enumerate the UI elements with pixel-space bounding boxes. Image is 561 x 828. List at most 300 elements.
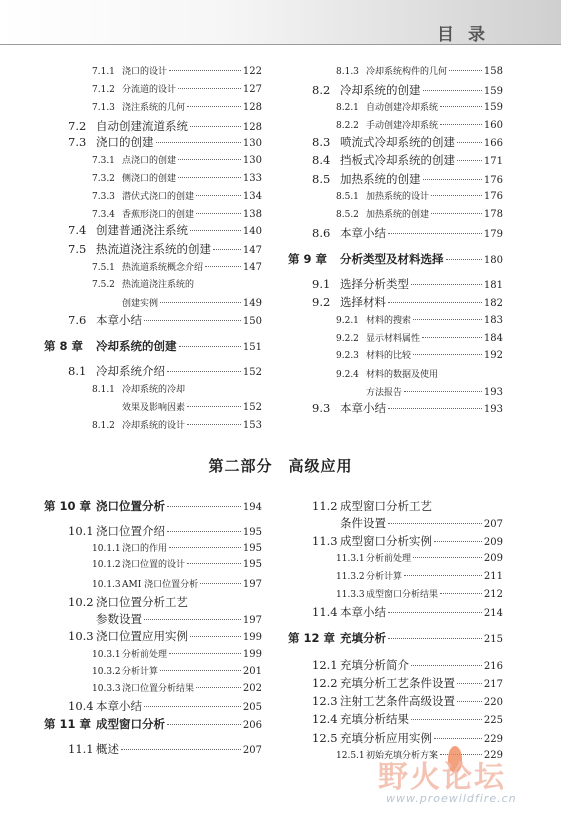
toc-entry-title: 浇注系统的几何 (122, 103, 186, 113)
toc-leader-dots (457, 701, 482, 702)
toc-entry-title: 挡板式冷却系统的创建 (340, 153, 455, 167)
toc-leader-dots (169, 70, 241, 71)
toc-entry-title: 冷却系统的设计 (122, 421, 186, 431)
toc-entry-number: 8.2.1 (336, 103, 359, 113)
toc-leader-dots (413, 319, 482, 320)
toc-entry-title: 分析前处理 (366, 554, 412, 564)
toc-leader-dots (190, 126, 241, 127)
toc-entry[interactable] (92, 557, 262, 570)
toc-entry[interactable] (92, 382, 262, 395)
toc-entry-title: 创建实例 (122, 299, 159, 309)
toc-leader-dots (457, 142, 482, 143)
toc-entry[interactable] (92, 82, 262, 95)
toc-page-number: 202 (242, 683, 262, 694)
toc-entry-number: 9.3 (312, 401, 331, 415)
toc-entry-title: 香蕉形浇口的创建 (122, 210, 195, 220)
toc-entry[interactable] (336, 189, 503, 202)
toc-entry-number: 8.5.2 (336, 210, 359, 220)
toc-entry[interactable] (92, 64, 262, 77)
toc-entry[interactable] (68, 523, 262, 539)
toc-page-number: 149 (242, 298, 262, 309)
toc-entry-number: 10.1.3 (92, 580, 121, 590)
toc-entry-title: 浇口的作用 (122, 544, 168, 554)
toc-entry[interactable] (68, 628, 262, 644)
toc-entry-title: 参数设置 (96, 612, 142, 626)
toc-entry-title: 充填分析简介 (340, 658, 409, 672)
toc-entry[interactable] (92, 541, 262, 554)
toc-chapter-entry[interactable] (288, 630, 503, 646)
toc-entry-number: 7.5.2 (92, 280, 115, 290)
toc-page-number: 152 (242, 402, 262, 413)
toc-chapter-entry[interactable] (288, 251, 503, 267)
toc-entry[interactable] (336, 118, 503, 131)
toc-leader-dots (388, 233, 482, 234)
toc-page-number: 127 (242, 84, 262, 95)
toc-entry-number: 第 10 章 (44, 499, 92, 513)
toc-page-number: 193 (483, 404, 503, 415)
toc-entry-title: 冷却系统构件的几何 (366, 67, 448, 77)
toc-entry[interactable] (68, 222, 262, 238)
toc-entry-number: 12.3 (312, 694, 338, 708)
toc-page-number: 147 (242, 262, 262, 273)
toc-entry-title: 创建普通浇注系统 (96, 223, 188, 237)
toc-leader-dots (205, 266, 241, 267)
toc-entry-number: 10.1.2 (92, 560, 121, 570)
toc-leader-dots (388, 638, 482, 639)
toc-leader-dots (196, 687, 241, 688)
toc-leader-dots (449, 70, 482, 71)
toc-leader-dots (388, 523, 482, 524)
toc-entry-number: 9.2 (312, 295, 331, 309)
toc-entry-title: 潜伏式浇口的创建 (122, 192, 195, 202)
toc-entry-number: 第 8 章 (44, 339, 84, 353)
toc-leader-dots (190, 636, 241, 637)
toc-entry-title: 加热系统的设计 (366, 192, 430, 202)
toc-entry-title: 浇口的创建 (96, 135, 154, 149)
toc-entry-title: 冷却系统介绍 (96, 364, 165, 378)
toc-entry-number: 7.1.1 (92, 67, 115, 77)
toc-entry-number: 7.1.3 (92, 103, 115, 113)
toc-leader-dots (411, 284, 482, 285)
toc-entry-title: 成型窗口分析工艺 (340, 499, 432, 513)
toc-entry-title: 效果及影响因素 (122, 403, 186, 413)
toc-page-number: 201 (242, 666, 262, 677)
toc-leader-dots (200, 583, 241, 584)
toc-page-number: 183 (483, 315, 503, 326)
toc-entry-number: 10.2 (68, 595, 94, 609)
toc-entry-title: 显示材料属性 (366, 334, 421, 344)
toc-entry-number: 第 9 章 (288, 252, 328, 266)
toc-entry-title: 喷流式冷却系统的创建 (340, 135, 455, 149)
toc-entry-number: 12.5 (312, 731, 338, 745)
toc-entry-title: 选择分析类型 (340, 277, 409, 291)
toc-entry-title: 分析计算 (122, 667, 159, 677)
toc-entry-title: 热流道浇注系统的 (122, 280, 195, 290)
toc-entry-number: 8.1 (68, 364, 87, 378)
toc-entry[interactable] (92, 400, 262, 413)
toc-entry-title: 分析前处理 (122, 650, 168, 660)
toc-entry-title: 自动创建冷却系统 (366, 103, 439, 113)
toc-entry-number: 9.2.2 (336, 334, 359, 344)
toc-entry-title: 条件设置 (340, 516, 386, 530)
toc-entry-number: 第 11 章 (44, 717, 92, 731)
toc-entry-title: 本章小结 (96, 313, 142, 327)
toc-entry[interactable] (92, 277, 262, 290)
toc-entry-title: 成型窗口分析 (96, 717, 165, 731)
toc-entry-title: 侧浇口的创建 (122, 174, 177, 184)
toc-page-number: 214 (483, 608, 503, 619)
toc-entry-number: 8.1.2 (92, 421, 115, 431)
toc-leader-dots (144, 619, 241, 620)
toc-entry-title: 充填分析结果 (340, 712, 409, 726)
toc-leader-dots (411, 665, 482, 666)
toc-leader-dots (440, 593, 482, 594)
toc-entry[interactable] (336, 367, 503, 380)
toc-entry[interactable] (68, 241, 262, 257)
toc-entry-number: 7.3.1 (92, 156, 115, 166)
toc-entry[interactable] (92, 418, 262, 431)
toc-leader-dots (431, 195, 482, 196)
toc-entry-title: 热流道浇注系统的创建 (96, 242, 211, 256)
toc-entry-number: 7.5 (68, 242, 87, 256)
toc-entry-title: 分析类型及材料选择 (340, 252, 444, 266)
toc-page-number: 206 (242, 720, 262, 731)
toc-entry-title: 材料的比较 (366, 351, 412, 361)
toc-entry[interactable] (92, 207, 262, 220)
toc-leader-dots (413, 354, 482, 355)
toc-leader-dots (388, 612, 482, 613)
toc-leader-dots (178, 177, 241, 178)
toc-entry-number: 11.3.3 (336, 590, 365, 600)
toc-leader-dots (196, 195, 241, 196)
toc-entry-number: 10.3.2 (92, 667, 121, 677)
toc-leader-dots (196, 213, 241, 214)
toc-entry[interactable] (68, 741, 262, 757)
toc-page-number: 152 (242, 367, 262, 378)
toc-entry-title: 点浇口的创建 (122, 156, 177, 166)
toc-entry-title: 充填分析应用实例 (340, 731, 432, 745)
watermark-url: www.proewildfire.cn (386, 792, 517, 805)
toc-entry[interactable] (92, 577, 262, 590)
toc-entry-number: 10.4 (68, 699, 94, 713)
toc-leader-dots (434, 738, 482, 739)
toc-entry-title: 浇口位置的设计 (122, 560, 186, 570)
toc-entry[interactable] (92, 171, 262, 184)
toc-page-number: 195 (242, 543, 262, 554)
toc-entry[interactable] (68, 698, 262, 714)
toc-leader-dots (431, 213, 482, 214)
toc-entry-number: 12.2 (312, 676, 338, 690)
toc-leader-dots (404, 575, 482, 576)
toc-leader-dots (457, 160, 482, 161)
toc-entry[interactable] (312, 675, 503, 691)
toc-entry-title: 分流道的设计 (122, 85, 177, 95)
toc-entry-title: AMI 浇口位置分析 (122, 580, 199, 590)
toc-entry-number: 11.1 (68, 742, 94, 756)
toc-page-number: 217 (483, 679, 503, 690)
toc-page-number: 128 (242, 102, 262, 113)
toc-leader-dots (434, 541, 482, 542)
toc-entry[interactable] (336, 313, 503, 326)
toc-entry-number: 8.5.1 (336, 192, 359, 202)
toc-page-number: 193 (483, 387, 503, 398)
toc-entry[interactable] (92, 189, 262, 202)
toc-entry-title: 充填分析工艺条件设置 (340, 676, 455, 690)
toc-page-number: 159 (483, 86, 503, 97)
toc-entry-title: 浇口位置分析工艺 (96, 595, 188, 609)
toc-entry-number: 11.2 (312, 499, 338, 513)
toc-entry[interactable] (312, 693, 503, 709)
toc-leader-dots (411, 719, 482, 720)
toc-entry-number: 7.3.3 (92, 192, 115, 202)
toc-entry[interactable] (92, 681, 262, 694)
toc-entry-title: 成型窗口分析实例 (340, 534, 432, 548)
toc-entry-title: 注射工艺条件高级设置 (340, 694, 455, 708)
watermark (358, 752, 558, 822)
toc-leader-dots (187, 406, 241, 407)
part-title: 第二部分 高级应用 (208, 457, 353, 475)
toc-leader-dots (144, 706, 241, 707)
page-header-title: 目录 (437, 25, 499, 45)
toc-entry-number: 10.1.1 (92, 544, 121, 554)
toc-page-number: 181 (483, 280, 503, 291)
toc-entry-number: 12.1 (312, 658, 338, 672)
toc-entry-title: 浇口的设计 (122, 67, 168, 77)
toc-leader-dots (167, 724, 241, 725)
toc-chapter-entry[interactable] (44, 716, 262, 732)
toc-entry-number: 8.3 (312, 135, 331, 149)
toc-page-number: 197 (242, 615, 262, 626)
toc-entry[interactable] (336, 385, 503, 398)
toc-page-number: 122 (242, 66, 262, 77)
toc-entry[interactable] (312, 604, 503, 620)
toc-entry[interactable] (312, 498, 503, 514)
toc-leader-dots (160, 302, 241, 303)
toc-page-number: 199 (242, 632, 262, 643)
toc-page-number: 229 (483, 734, 503, 745)
toc-entry[interactable] (68, 594, 262, 610)
toc-entry[interactable] (336, 587, 503, 600)
toc-entry-title: 充填分析 (340, 631, 386, 645)
toc-leader-dots (422, 337, 482, 338)
toc-entry-number: 11.4 (312, 605, 338, 619)
toc-entry-number: 10.3.1 (92, 650, 121, 660)
toc-entry-title: 本章小结 (340, 226, 386, 240)
toc-entry[interactable] (312, 657, 503, 673)
toc-leader-dots (169, 653, 241, 654)
toc-entry-title: 热流道系统概念介绍 (122, 263, 204, 273)
toc-page-number: 171 (483, 156, 503, 167)
toc-page-number: 153 (242, 420, 262, 431)
toc-entry[interactable] (312, 294, 503, 310)
toc-entry-title: 冷却系统的创建 (340, 83, 421, 97)
toc-chapter-entry[interactable] (44, 498, 262, 514)
toc-page-number: 192 (483, 350, 503, 361)
toc-entry[interactable] (336, 64, 503, 77)
toc-entry[interactable] (312, 711, 503, 727)
toc-page-number: 176 (483, 191, 503, 202)
toc-entry-title: 手动创建冷却系统 (366, 121, 439, 131)
toc-entry-title: 材料的搜索 (366, 316, 412, 326)
toc-entry[interactable] (68, 134, 262, 150)
toc-entry-number: 12.5.1 (336, 751, 365, 761)
toc-page-number: 176 (483, 175, 503, 186)
toc-page-number: 207 (483, 519, 503, 530)
toc-leader-dots (187, 424, 241, 425)
toc-page-number: 147 (242, 245, 262, 256)
toc-page-number: 209 (483, 553, 503, 564)
toc-entry[interactable] (92, 664, 262, 677)
toc-entry[interactable] (312, 276, 503, 292)
toc-page-number: 166 (483, 138, 503, 149)
toc-entry[interactable] (312, 730, 503, 746)
toc-entry[interactable] (92, 100, 262, 113)
toc-entry-number: 11.3 (312, 534, 338, 548)
toc-entry-number: 9.2.1 (336, 316, 359, 326)
toc-entry-title: 浇口位置分析结果 (122, 684, 195, 694)
toc-entry-title: 浇口位置分析 (96, 499, 165, 513)
toc-page-number: 194 (242, 502, 262, 513)
toc-entry-title: 分析计算 (366, 572, 403, 582)
toc-entry-number: 9.2.4 (336, 370, 359, 380)
toc-entry[interactable] (336, 207, 503, 220)
toc-page-number: 182 (483, 298, 503, 309)
toc-leader-dots (413, 557, 482, 558)
toc-entry-title: 方法报告 (366, 388, 403, 398)
toc-entry[interactable] (336, 331, 503, 344)
toc-entry[interactable] (312, 400, 503, 416)
toc-leader-dots (440, 106, 482, 107)
toc-entry-number: 8.2 (312, 83, 331, 97)
toc-page-number: 225 (483, 715, 503, 726)
toc-entry[interactable] (68, 363, 262, 379)
toc-entry-title: 本章小结 (340, 401, 386, 415)
toc-entry[interactable] (312, 152, 503, 168)
toc-entry-number: 12.4 (312, 712, 338, 726)
toc-leader-dots (457, 683, 482, 684)
toc-entry[interactable] (336, 348, 503, 361)
toc-page-number: 216 (483, 661, 503, 672)
toc-page-number: 179 (483, 229, 503, 240)
toc-leader-dots (404, 391, 482, 392)
toc-entry[interactable] (312, 134, 503, 150)
toc-entry[interactable] (92, 260, 262, 273)
toc-page-number: 158 (483, 66, 503, 77)
toc-page-number: 134 (242, 191, 262, 202)
toc-leader-dots (213, 249, 241, 250)
toc-entry[interactable] (312, 171, 503, 187)
toc-page-number: 220 (483, 697, 503, 708)
toc-entry-title: 概述 (96, 742, 119, 756)
toc-leader-dots (423, 179, 482, 180)
toc-leader-dots (178, 159, 241, 160)
toc-leader-dots (446, 259, 482, 260)
toc-entry-title: 材料的数据及使用 (366, 370, 439, 380)
toc-leader-dots (167, 531, 241, 532)
toc-entry-title: 浇口位置介绍 (96, 524, 165, 538)
watermark-text: 野火论坛 (378, 760, 506, 795)
toc-page-number: 205 (242, 702, 262, 713)
toc-entry[interactable] (92, 647, 262, 660)
toc-entry[interactable] (68, 118, 262, 134)
toc-entry-title: 冷却系统的创建 (96, 339, 177, 353)
toc-entry[interactable] (312, 533, 503, 549)
toc-entry[interactable] (312, 82, 503, 98)
toc-entry-number: 7.4 (68, 223, 87, 237)
toc-page-number: 130 (242, 138, 262, 149)
toc-entry-title: 自动创建流道系统 (96, 119, 188, 133)
toc-leader-dots (388, 408, 482, 409)
toc-entry-number: 10.3.3 (92, 684, 121, 694)
toc-entry[interactable] (68, 611, 262, 627)
toc-page-number: 209 (483, 537, 503, 548)
toc-entry-number: 11.3.2 (336, 572, 365, 582)
toc-entry-number: 8.2.2 (336, 121, 359, 131)
toc-entry[interactable] (312, 515, 503, 531)
toc-leader-dots (169, 547, 241, 548)
toc-page-number: 215 (483, 634, 503, 645)
toc-entry-title: 冷却系统的冷却 (122, 385, 186, 395)
toc-entry-title: 选择材料 (340, 295, 386, 309)
toc-entry[interactable] (68, 312, 262, 328)
toc-page-number: 138 (242, 209, 262, 220)
toc-entry-number: 第 12 章 (288, 631, 336, 645)
toc-entry-number: 7.1.2 (92, 85, 115, 95)
toc-page-number: 128 (242, 122, 262, 133)
toc-page-number: 211 (483, 571, 503, 582)
toc-entry-number: 10.3 (68, 629, 94, 643)
toc-leader-dots (160, 670, 241, 671)
toc-page-number: 180 (483, 255, 503, 266)
toc-entry-number: 11.3.1 (336, 554, 365, 564)
toc-leader-dots (440, 124, 482, 125)
toc-page-number: 151 (242, 342, 262, 353)
toc-entry[interactable] (336, 551, 503, 564)
toc-entry-number: 7.3.2 (92, 174, 115, 184)
toc-leader-dots (388, 302, 482, 303)
toc-leader-dots (190, 230, 241, 231)
toc-page-number: 140 (242, 226, 262, 237)
toc-entry-title: 本章小结 (340, 605, 386, 619)
toc-leader-dots (167, 506, 241, 507)
toc-page-number: 184 (483, 333, 503, 344)
toc-leader-dots (156, 142, 241, 143)
toc-entry[interactable] (312, 225, 503, 241)
toc-leader-dots (144, 320, 241, 321)
toc-chapter-entry[interactable] (44, 338, 262, 354)
toc-entry[interactable] (336, 569, 503, 582)
toc-entry[interactable] (92, 296, 262, 309)
toc-entry-number: 8.6 (312, 226, 331, 240)
toc-entry[interactable] (92, 153, 262, 166)
toc-page-number: 133 (242, 173, 262, 184)
toc-entry[interactable] (336, 100, 503, 113)
toc-entry-title: 本章小结 (96, 699, 142, 713)
toc-entry-title: 加热系统的创建 (366, 210, 430, 220)
toc-page-number: 229 (483, 750, 503, 761)
toc-page-number: 207 (242, 745, 262, 756)
toc-leader-dots (423, 90, 482, 91)
toc-page-number: 195 (242, 559, 262, 570)
toc-page-number: 160 (483, 120, 503, 131)
toc-page-number: 130 (242, 155, 262, 166)
toc-entry-number: 7.6 (68, 313, 87, 327)
toc-leader-dots (187, 563, 241, 564)
toc-entry-number: 7.3.4 (92, 210, 115, 220)
toc-leader-dots (178, 88, 241, 89)
toc-leader-dots (179, 346, 241, 347)
toc-page-number: 195 (242, 527, 262, 538)
